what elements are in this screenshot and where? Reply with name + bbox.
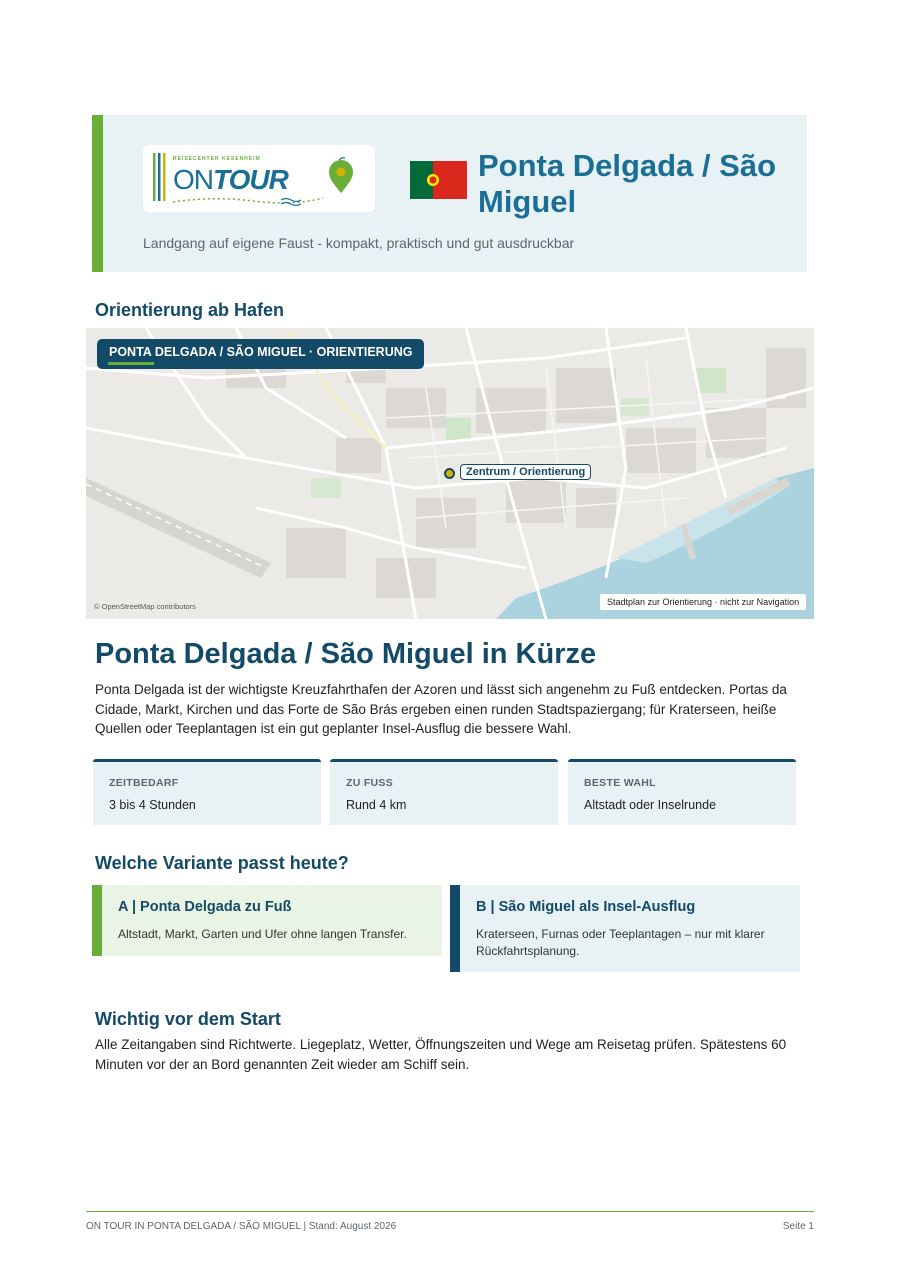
- important-text: Alle Zeitangaben sind Richtwerte. Liegeplatz, Wetter, Öffnungszeiten und Wege am Reisetag prüfen. Spätestens 60 Minuten vor der an Bord genannten Zeit wieder am Schiff sein.: [95, 1037, 787, 1072]
- page-title: Ponta Delgada / São Miguel: [478, 148, 777, 219]
- city-map: [86, 328, 814, 619]
- variants-heading: Welche Variante passt heute?: [95, 853, 349, 873]
- fact-value: 3 bis 4 Stunden: [109, 798, 196, 812]
- important-heading: Wichtig vor dem Start: [95, 1009, 281, 1029]
- map-title-text: PONTA DELGADA / SÃO MIGUEL · ORIENTIERUNG: [109, 345, 413, 359]
- variant-a-title: A | Ponta Delgada zu Fuß: [118, 899, 292, 915]
- map-marker-label: Zentrum / Orientierung: [460, 464, 591, 480]
- summary-text: Ponta Delgada ist der wichtigste Kreuzfahrthafen der Azoren und lässt sich angenehm zu Fuß entdecken. Portas da Cidade, Markt, Kirchen und das Forte de São Brás ergeben einen runden Stadtspaziergang; für Kraterseen, heiße Quellen oder Teeplantagen ist ein gut geplanter Insel-Ausflug die bessere Wahl.: [95, 682, 787, 736]
- fact-label: ZU FUSS: [346, 777, 394, 789]
- map-credit: © OpenStreetMap contributors: [94, 602, 196, 611]
- fact-label: ZEITBEDARF: [109, 777, 179, 789]
- fact-card-walk: [330, 759, 558, 825]
- fact-value: Rund 4 km: [346, 798, 407, 812]
- footer-text: ON TOUR IN PONTA DELGADA / SÃO MIGUEL | Stand: August 2026: [86, 1221, 397, 1232]
- orientation-heading: Orientierung ab Hafen: [95, 300, 285, 320]
- header-banner: [92, 115, 807, 272]
- variant-a-text: Altstadt, Markt, Garten und Ufer ohne langen Transfer.: [118, 927, 407, 941]
- page-subtitle: Landgang auf eigene Faust - kompakt, praktisch und gut ausdruckbar: [143, 235, 575, 251]
- logo-wordmark-on: ON: [173, 164, 213, 195]
- map-marker-icon[interactable]: [444, 468, 455, 479]
- portugal-flag-icon: [410, 161, 467, 199]
- fact-label: BESTE WAHL: [584, 777, 656, 789]
- variant-card-a: [92, 885, 442, 956]
- map-title-tag: [97, 339, 424, 369]
- logo-small-text: REISECENTER KESENHEIM: [173, 156, 261, 162]
- logo-wordmark-tour: TOUR: [213, 164, 288, 195]
- map-title-underline: [108, 362, 154, 365]
- variant-b-title: B | São Miguel als Insel-Ausflug: [476, 899, 696, 915]
- variant-b-text: Kraterseen, Furnas oder Teeplantagen – nur mit klarer Rückfahrtsplanung.: [476, 927, 765, 958]
- logo-waves-icon: [173, 192, 323, 208]
- fact-card-best: [568, 759, 796, 825]
- location-pin-icon: [326, 155, 366, 205]
- page-number: Seite 1: [782, 1221, 814, 1232]
- footer-divider: [86, 1211, 814, 1212]
- map-note: Stadtplan zur Orientierung · nicht zur Navigation: [600, 594, 806, 610]
- summary-title: Ponta Delgada / São Miguel in Kürze: [95, 638, 597, 670]
- logo-bars-icon: [153, 153, 171, 203]
- fact-card-time: [93, 759, 321, 825]
- fact-value: Altstadt oder Inselrunde: [584, 798, 717, 812]
- variant-card-b: [450, 885, 800, 972]
- ontour-logo: [143, 145, 375, 212]
